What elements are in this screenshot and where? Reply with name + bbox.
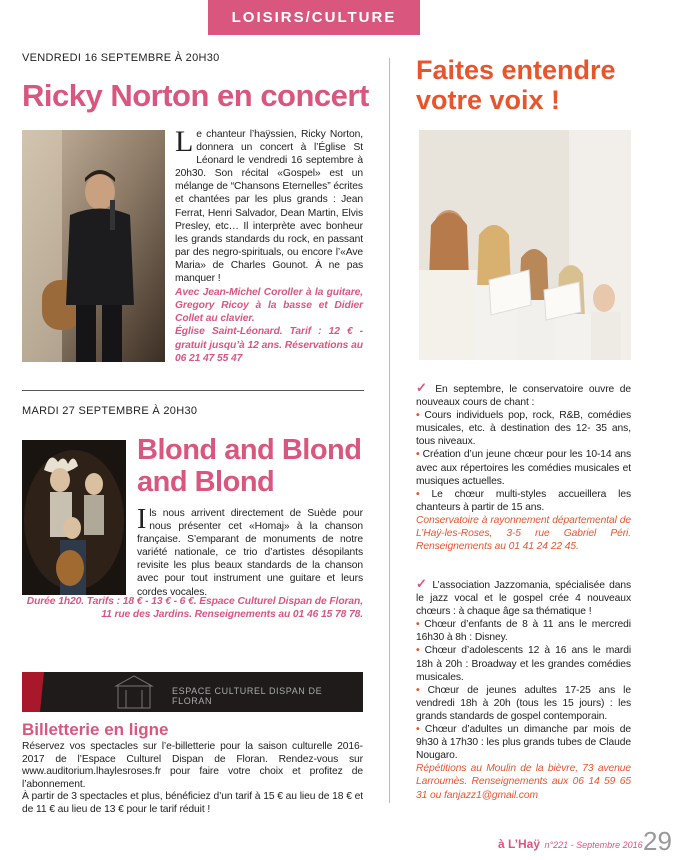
bullet-icon: • (416, 684, 420, 696)
conservatoire-intro: En septembre, le conservatoire ouvre de nouveaux cours de chant : (416, 384, 632, 409)
list-item: • Création d’un jeune chœur pour les 10-14 ans avec aux répertoires les comédies musicales et musiques actuelles. (416, 449, 632, 487)
conservatoire-block (416, 381, 631, 553)
choir-photo (419, 130, 631, 360)
concert-date: VENDREDI 16 SEPTEMBRE À 20H30 (22, 52, 220, 64)
blond-body: ls nous arrivent directement de Suède pour nous présenter cet «Homaj» à la chanson française. S’emparant de monuments de notre variété nationale, ce trio d’artistes désopilants revisite les plus beaux standards de la chanson avec pour tout instrument une guitare et leurs cordes vocales. (137, 508, 363, 598)
bullet-icon: • (416, 449, 420, 461)
list-item: • Le chœur multi-styles accueillera les chanteurs à partir de 15 ans. (416, 488, 632, 513)
ricky-norton-photo (22, 130, 165, 362)
column-divider (389, 58, 390, 803)
billetterie-p1: Réservez vos spectacles sur l’e-billetterie pour la saison culturelle 2016-2017 de l’Espace Culturel Dispan de Floran. Rendez-vous sur www.auditorium.lhaylesroses.fr pour faire votre choix et profitez de l’abonnement. (22, 741, 363, 790)
bullet-icon: • (416, 619, 420, 631)
list-item: • Chœur d’adultes un dimanche par mois de 9h30 à 17h30 : les plus grands tubes de Claude Nougaro. (416, 724, 631, 762)
list-item: • Chœur d’adolescents 12 à 16 ans le mardi 18h à 20h : Broadway et les grandes comédies musicales. (416, 645, 632, 683)
blond-photo (22, 440, 126, 595)
jazzomania-info: Répétitions au Moulin de la bièvre, 73 avenue Larroumès. Renseignements aux 06 14 59 65 31 ou fanjazz1@gmail.com (416, 763, 631, 801)
jazzomania-intro: L’association Jazzomania, spécialisée dans le jazz vocal et le gospel crée 4 nouveaux chœurs : à chaque âge sa thématique ! (416, 580, 632, 618)
blond-title-line2: and Blond (137, 466, 275, 498)
page-number: 29 (643, 826, 672, 856)
dropcap: L (175, 125, 194, 158)
blond-title-line1: Blond and Blond (137, 434, 362, 466)
conservatoire-info: Conservatoire à rayonnement départemental de L’Haÿ-les-Roses, 3-5 rue Gabriel Péri. Renseignements au 01 41 24 22 45. (416, 514, 631, 553)
check-icon: ✓ (416, 380, 430, 395)
bullet-icon: • (416, 410, 420, 422)
list-item: • Cours individuels pop, rock, R&B, comédies musicales, etc. à destination des 12- 35 ans, tous niveaux. (416, 410, 632, 448)
concert-info: Église Saint-Léonard. Tarif : 12 € - gratuit jusqu’à 12 ans. Réservations au 06 21 47 55 47 (175, 326, 363, 364)
blond-info: Durée 1h20. Tarifs : 18 € - 13 € - 6 €. Espace Culturel Dispan de Floran, 11 rue des Jardins. Renseignements au 01 46 15 78 78. (26, 596, 363, 621)
voix-title-line2: votre voix ! (416, 85, 561, 115)
divider (22, 390, 364, 391)
bullet-icon: • (416, 724, 420, 736)
magazine-name: à L’Haÿ (498, 837, 541, 851)
voix-title-line1: Faites entendre (416, 55, 616, 85)
billetterie-p2: À partir de 3 spectacles et plus, bénéficiez d’un tarif à 15 € au lieu de 18 € et de 11 € au lieu de 13 € pour le tarif réduit ! (22, 791, 363, 815)
espace-culturel-banner (22, 672, 363, 712)
magazine-issue: n°221 - Septembre 2016 (544, 840, 643, 850)
list-item: • Chœur de jeunes adultes 17-25 ans le vendredi 18h à 20h (tous les 15 jours) : les grands standards de gospel contemporain. (416, 684, 631, 722)
footer-magazine (498, 835, 643, 853)
blond-title (137, 434, 361, 498)
voix-title (416, 55, 616, 115)
bullet-icon: • (416, 488, 420, 500)
banner-text: ESPACE CULTUREL DISPAN DE FLORAN (172, 686, 323, 706)
section-tab: LOISIRS/CULTURE (208, 0, 420, 35)
check-icon: ✓ (416, 576, 429, 591)
blond-article (137, 504, 363, 599)
bullet-icon: • (416, 645, 420, 657)
jazzomania-block (416, 577, 631, 802)
list-item: • Chœur d’enfants de 8 à 11 ans le mercredi 16h30 à 8h : Disney. (416, 619, 631, 644)
billetterie-title: Billetterie en ligne (22, 720, 169, 739)
concert-credits: Avec Jean-Michel Coroller à la guitare, Gregory Ricoy à la basse et Didier Collet au clavier. (175, 287, 363, 325)
concert-title: Ricky Norton en concert (22, 78, 369, 113)
concert-body: e chanteur l’haÿssien, Ricky Norton, donnera un concert à l’Église St Léonard le vendredi 16 septembre à 20h30. Son récital «Gospel» est un mélange de “Chansons Eternelles” écrites et chantées par les plus grands : Jean Ferrat, Henri Salvador, Dean Martin, Elvis Presley, etc… Il interprète avec bonheur les grands standards du rock, en passant par des negro-spirituals, ou encore l’«Ave Maria» de Charles Gounot. À ne pas manquer ! (175, 129, 363, 285)
billetterie-text (22, 741, 363, 817)
blond-date: MARDI 27 SEPTEMBRE À 20H30 (22, 405, 198, 417)
dropcap: I (137, 504, 147, 535)
concert-article (175, 125, 363, 365)
